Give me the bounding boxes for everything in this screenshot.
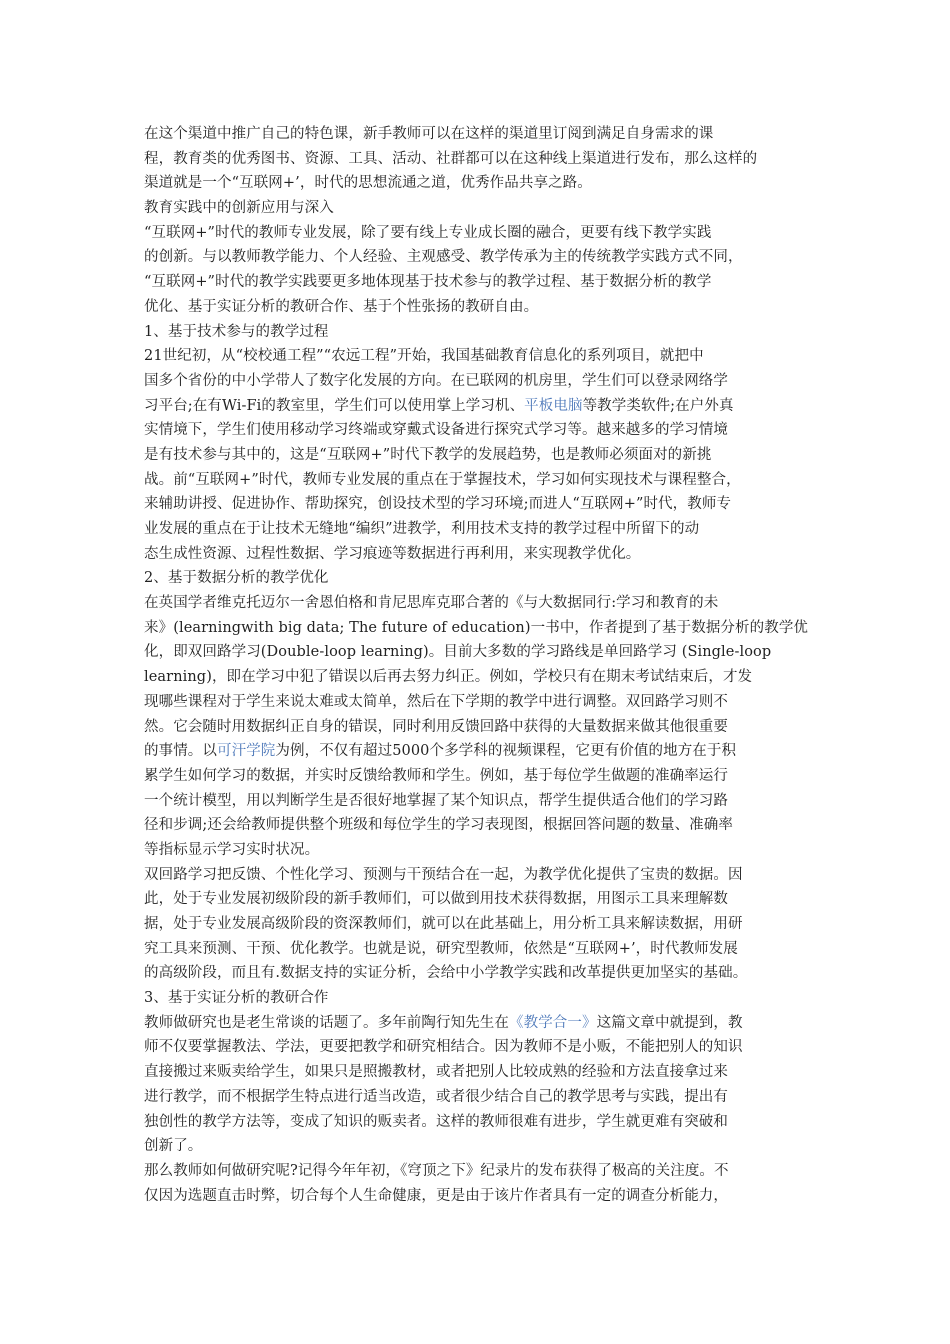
text-line <box>144 320 816 345</box>
text-line <box>144 1159 816 1184</box>
text-segment: 仅因为选题直击时弊，切合每个人生命健康，更是由于该片作者具有一定的调查分析能力， <box>144 1187 728 1204</box>
text-segment: 在英国学者维克托迈尔一舍恩伯格和肯尼思库克耶合著的《与大数据同行:学习和教育的未 <box>144 595 719 612</box>
document-body <box>144 122 816 1208</box>
text-segment: 1、基于技术参与的教学过程 <box>144 323 329 340</box>
text-segment: 究工具来预测、干预、优化教学。也就是说，研究型教师，依然是“互联网+’，时代教师发展 <box>144 940 738 957</box>
text-segment: 教师做研究也是老生常谈的话题了。多年前陶行知先生在 <box>144 1014 509 1031</box>
text-segment: 习平台;在有Wi-Fi的教室里，学生们可以使用掌上学习机、 <box>144 397 525 414</box>
text-line <box>144 961 816 986</box>
text-line <box>144 171 816 196</box>
text-line <box>144 986 816 1011</box>
text-line <box>144 1110 816 1135</box>
text-line <box>144 1011 816 1036</box>
text-line <box>144 838 816 863</box>
text-segment: 等指标显示学习实时状况。 <box>144 841 320 858</box>
text-line <box>144 492 816 517</box>
text-segment: 化，即双回路学习(Double-loop learning)。目前大多数的学习路线是单回路学习 (Single-loop <box>144 644 772 661</box>
text-segment: 为例，不仅有超过5000个多学科的视频课程，它更有价值的地方在于积 <box>275 743 737 760</box>
text-line <box>144 887 816 912</box>
text-line <box>144 789 816 814</box>
text-line <box>144 418 816 443</box>
text-line <box>144 221 816 246</box>
text-segment: 21世纪初，从“校校通工程”“农远工程”开始，我国基础教育信息化的系列项目，就把中 <box>144 348 704 365</box>
text-segment: 教育实践中的创新应用与深入 <box>144 200 334 217</box>
text-line <box>144 443 816 468</box>
text-segment: 实情境下，学生们使用移动学习终端或穿戴式设备进行探究式学习等。越来越多的学习情境 <box>144 422 728 439</box>
text-line <box>144 813 816 838</box>
text-line <box>144 715 816 740</box>
text-line <box>144 937 816 962</box>
text-segment: “互联网+”时代的教师专业发展，除了要有线上专业成长圈的融合，更要有线下教学实践 <box>144 224 712 241</box>
text-line <box>144 245 816 270</box>
text-segment: 渠道就是一个“互联网+’，时代的思想流通之道，优秀作品共享之路。 <box>144 175 592 192</box>
text-segment: 是有技术参与其中的，这是“互联网+”时代下教学的发展趋势，也是教师必须面对的新挑 <box>144 446 712 463</box>
text-line <box>144 1060 816 1085</box>
text-segment: 战。前“互联网+”时代，教师专业发展的重点在于掌握技术，学习如何实现技术与课程整合， <box>144 471 741 488</box>
inline-link[interactable]: 《教学合一》 <box>509 1014 597 1031</box>
text-segment: 的创新。与以教师教学能力、个人经验、主观感受、教学传承为主的传统教学实践方式不同， <box>144 249 743 266</box>
text-segment: learning)，即在学习中犯了错误以后再去努力纠正。例如，学校只有在期末考试结束后，才发 <box>144 669 753 686</box>
text-segment: 此，处于专业发展初级阶段的新手教师们，可以做到用技术获得数据，用图示工具来理解数 <box>144 891 728 908</box>
text-line <box>144 270 816 295</box>
text-line <box>144 295 816 320</box>
text-line <box>144 1035 816 1060</box>
text-segment: 直接搬过来贩卖给学生，如果只是照搬教材，或者把别人比较成熟的经验和方法直接拿过来 <box>144 1064 728 1081</box>
text-line <box>144 147 816 172</box>
text-line <box>144 616 816 641</box>
inline-link[interactable]: 平板电脑 <box>524 397 583 414</box>
text-line <box>144 665 816 690</box>
text-segment: 这篇文章中就提到，教 <box>596 1014 743 1031</box>
text-segment: 来》(learningwith big data; The future of education)一书中，作者提到了基于数据分析的教学优 <box>144 619 809 636</box>
text-segment: 创新了。 <box>144 1138 203 1155</box>
text-line <box>144 517 816 542</box>
text-segment: 据，处于专业发展高级阶段的资深教师们，就可以在此基础上，用分析工具来解读数据，用研 <box>144 916 743 932</box>
text-segment: 业发展的重点在于让技术无缝地“编织”进教学，利用技术支持的教学过程中所留下的动 <box>144 521 700 537</box>
text-line <box>144 542 816 567</box>
text-segment: 3、基于实证分析的教研合作 <box>144 990 329 1007</box>
text-segment: 国多个省份的中小学带人了数字化发展的方向。在已联网的机房里，学生们可以登录网络学 <box>144 372 728 389</box>
text-line <box>144 863 816 888</box>
text-line <box>144 739 816 764</box>
text-line <box>144 566 816 591</box>
text-line <box>144 344 816 369</box>
text-line <box>144 1134 816 1159</box>
text-segment: 然。它会随时用数据纠正自身的错误，同时利用反馈回路中获得的大量数据来做其他很重要 <box>144 718 728 735</box>
text-segment: 优化、基于实证分析的教研合作、基于个性张扬的教研自由。 <box>144 298 539 315</box>
text-segment: 那么教师如何做研究呢?记得今年年初，《穹顶之下》纪录片的发布获得了极高的关注度。不 <box>144 1162 729 1179</box>
text-line <box>144 591 816 616</box>
text-segment: 径和步调;还会给教师提供整个班级和每位学生的学习表现图，根据回答问题的数量、准确率 <box>144 817 733 834</box>
text-segment: 的事情。以 <box>144 743 217 760</box>
text-segment: 进行教学，而不根据学生特点进行适当改造，或者很少结合自己的教学思考与实践，提出有 <box>144 1088 728 1105</box>
text-segment: 一个统计模型，用以判断学生是否很好地掌握了某个知识点，帮学生提供适合他们的学习路 <box>144 792 728 809</box>
text-segment: 的高级阶段，而且有.数据支持的实证分析，会给中小学教学实践和改革提供更加坚实的基础。 <box>144 965 748 982</box>
text-segment: 2、基于数据分析的教学优化 <box>144 570 329 587</box>
text-segment: 来辅助讲授、促进协作、帮助探究，创设技术型的学习环境;而进人“互联网+”时代，教师专 <box>144 496 732 513</box>
text-line <box>144 690 816 715</box>
text-segment: “互联网+”时代的教学实践要更多地体现基于技术参与的教学过程、基于数据分析的教学 <box>144 274 712 291</box>
text-line <box>144 640 816 665</box>
text-segment: 态生成性资源、过程性数据、学习痕迹等数据进行再利用，来实现教学优化。 <box>144 545 641 562</box>
text-line <box>144 764 816 789</box>
text-segment: 在这个渠道中推广自己的特色课，新手教师可以在这样的渠道里订阅到满足自身需求的课 <box>144 126 714 142</box>
text-line <box>144 394 816 419</box>
text-segment: 累学生如何学习的数据，并实时反馈给教师和学生。例如，基于每位学生做题的准确率运行 <box>144 767 728 784</box>
text-segment: 独创性的教学方法等，变成了知识的贩卖者。这样的教师很难有进步，学生就更难有突破和 <box>144 1113 728 1130</box>
text-segment: 程，教育类的优秀图书、资源、工具、活动、社群都可以在这种线上渠道进行发布，那么这样的 <box>144 150 758 167</box>
inline-link[interactable]: 可汗学院 <box>217 743 276 760</box>
text-line <box>144 1085 816 1110</box>
text-line <box>144 196 816 221</box>
text-segment: 师不仅要掌握教法、学法，更要把教学和研究相结合。因为教师不是小贩，不能把别人的知识 <box>144 1039 743 1056</box>
text-line <box>144 912 816 937</box>
text-line <box>144 369 816 394</box>
text-line <box>144 468 816 493</box>
text-segment: 双回路学习把反馈、个性化学习、预测与干预结合在一起，为教学优化提供了宝贵的数据。因 <box>144 866 743 883</box>
text-segment: 现哪些课程对于学生来说太难或太简单，然后在下学期的教学中进行调整。双回路学习则不 <box>144 693 728 710</box>
text-line <box>144 122 816 147</box>
text-segment: 等教学类软件;在户外真 <box>582 397 734 414</box>
text-line <box>144 1184 816 1209</box>
